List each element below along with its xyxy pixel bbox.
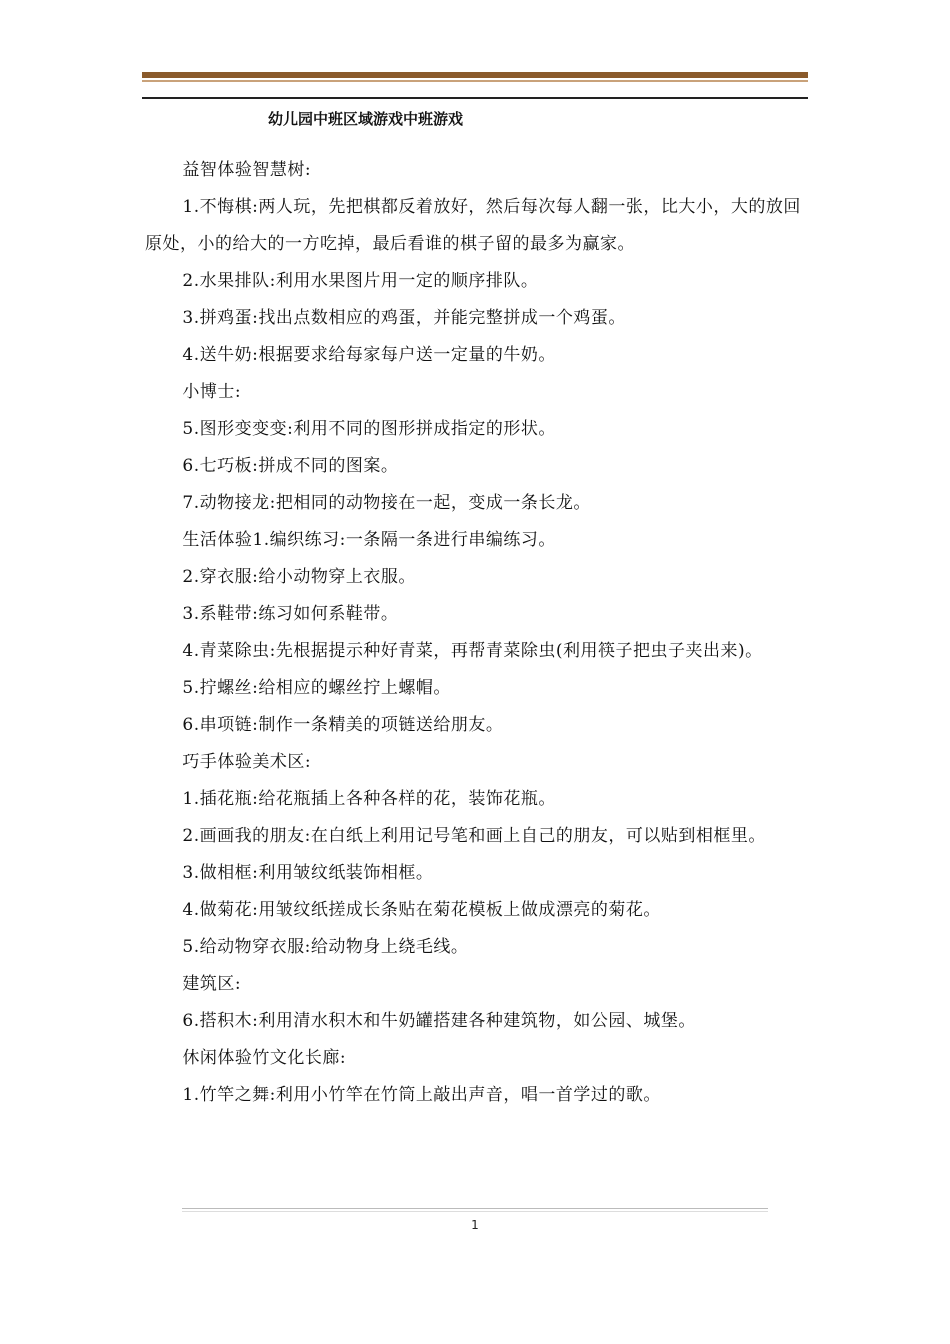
paragraph: 7.动物接龙:把相同的动物接在一起，变成一条长龙。 <box>182 493 591 513</box>
document-body <box>145 152 813 1114</box>
paragraph: 2.画画我的朋友:在白纸上利用记号笔和画上自己的朋友，可以贴到相框里。 <box>182 826 766 846</box>
paragraph: 4.做菊花:用皱纹纸搓成长条贴在菊花模板上做成漂亮的菊花。 <box>182 900 661 920</box>
paragraph: 3.做相框:利用皱纹纸装饰相框。 <box>182 863 434 883</box>
footer-rule <box>182 1208 768 1209</box>
paragraph: 5.给动物穿衣服:给动物身上绕毛线。 <box>182 937 469 957</box>
paragraph: 6.搭积木:利用清水积木和牛奶罐搭建各种建筑物，如公园、城堡。 <box>182 1011 696 1031</box>
paragraph: 3.拼鸡蛋:找出点数相应的鸡蛋，并能完整拼成一个鸡蛋。 <box>182 308 626 328</box>
paragraph: 1.插花瓶:给花瓶插上各种各样的花，装饰花瓶。 <box>182 789 556 809</box>
paragraph: 2.水果排队:利用水果图片用一定的顺序排队。 <box>182 271 539 291</box>
paragraph: 1.竹竿之舞:利用小竹竿在竹筒上敲出声音，唱一首学过的歌。 <box>182 1085 661 1105</box>
title-rule <box>142 97 808 99</box>
paragraph: 休闲体验竹文化长廊: <box>182 1048 347 1068</box>
paragraph: 1.不悔棋:两人玩，先把棋都反着放好，然后每次每人翻一张，比大小，大的放回原处，小的给大的一方吃掉，最后看谁的棋子留的最多为赢家。 <box>145 197 801 254</box>
paragraph: 4.青菜除虫:先根据提示种好青菜，再帮青菜除虫(利用筷子把虫子夹出来)。 <box>182 641 763 661</box>
paragraph: 生活体验1.编织练习:一条隔一条进行串编练习。 <box>182 530 556 550</box>
paragraph: 3.系鞋带:练习如何系鞋带。 <box>182 604 399 624</box>
header-decorative-bar <box>142 72 808 78</box>
paragraph: 2.穿衣服:给小动物穿上衣服。 <box>182 567 416 587</box>
header-decorative-line <box>142 80 808 82</box>
paragraph: 4.送牛奶:根据要求给每家每户送一定量的牛奶。 <box>182 345 556 365</box>
paragraph: 建筑区: <box>182 974 242 994</box>
paragraph: 6.串项链:制作一条精美的项链送给朋友。 <box>182 715 504 735</box>
paragraph: 巧手体验美术区: <box>182 752 312 772</box>
footer-rule-secondary <box>182 1211 768 1212</box>
paragraph: 6.七巧板:拼成不同的图案。 <box>182 456 399 476</box>
paragraph: 益智体验智慧树: <box>182 160 312 180</box>
paragraph: 小博士: <box>182 382 242 402</box>
page-number: 1 <box>471 1218 479 1232</box>
document-title: 幼儿园中班区域游戏中班游戏 <box>268 110 464 128</box>
paragraph: 5.拧螺丝:给相应的螺丝拧上螺帽。 <box>182 678 451 698</box>
paragraph: 5.图形变变变:利用不同的图形拼成指定的形状。 <box>182 419 556 439</box>
